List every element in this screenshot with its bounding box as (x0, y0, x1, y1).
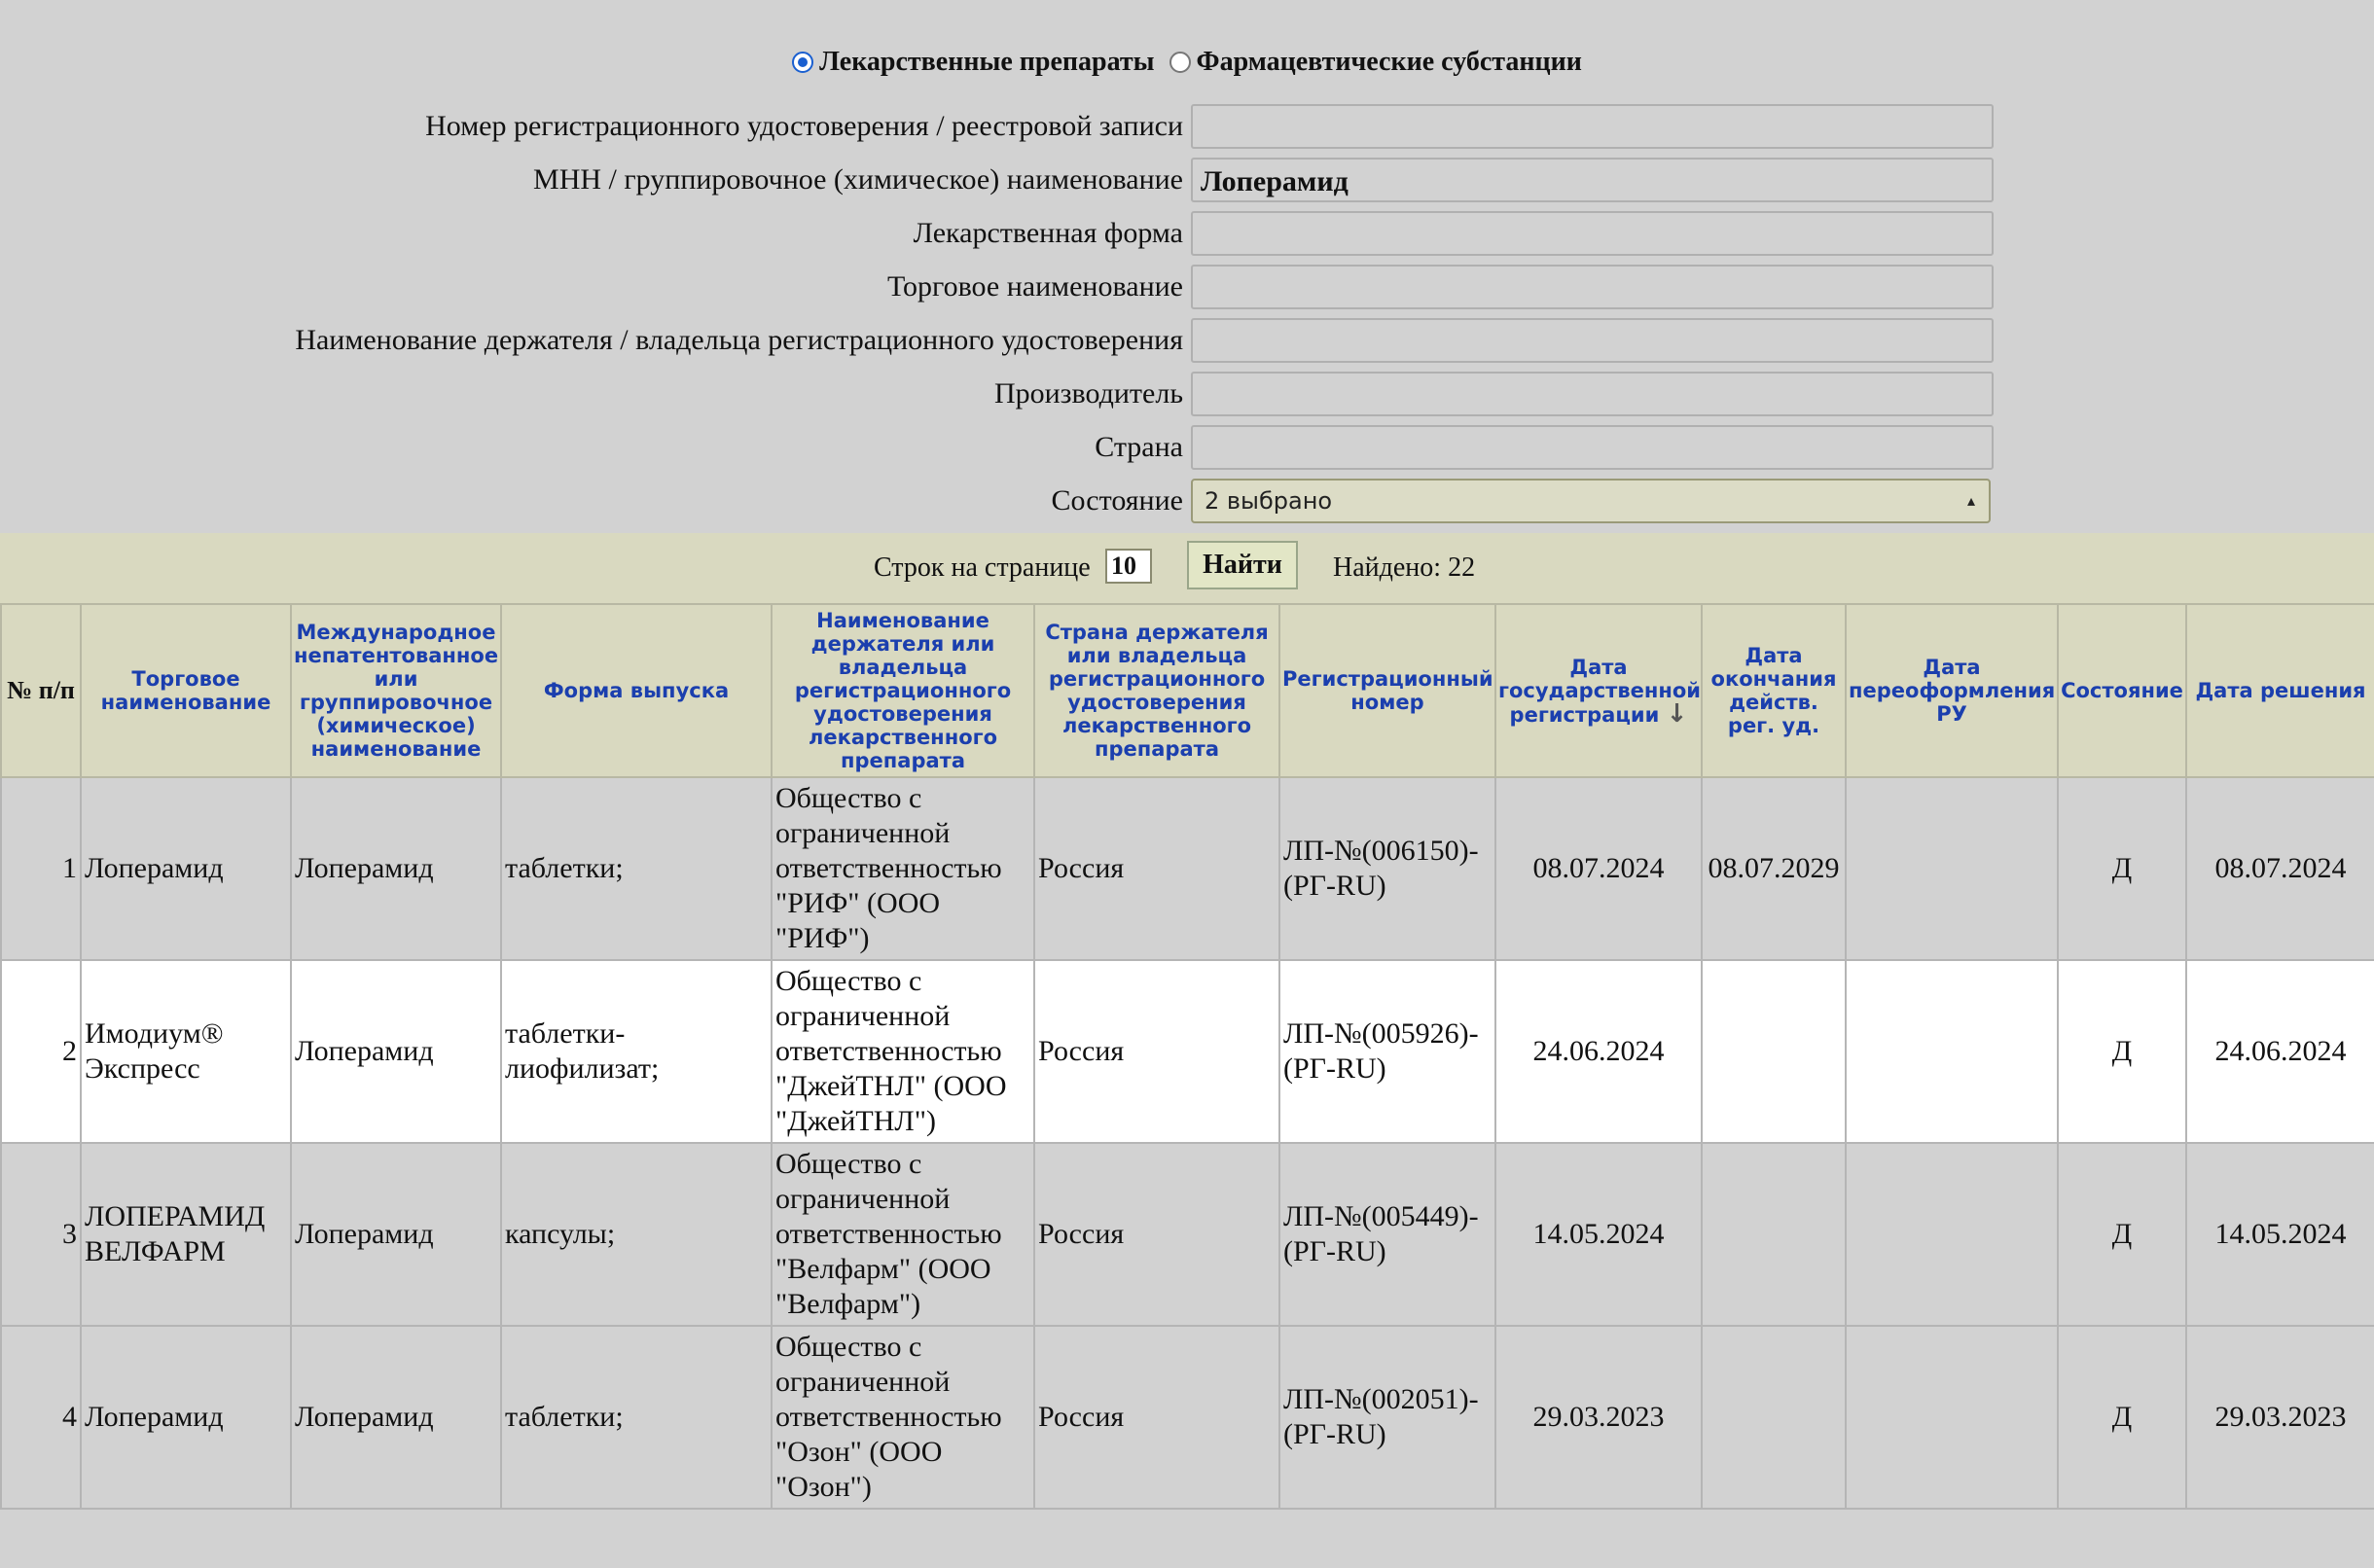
cell-reissue-date (1846, 1143, 2058, 1326)
cell-country: Россия (1034, 777, 1279, 960)
filter-label: МНН / группировочное (химическое) наименование (533, 163, 1183, 196)
col-header-number[interactable]: № п/п (1, 604, 81, 777)
col-header-reg-date-label: Дата государственной регистрации (1498, 655, 1702, 727)
col-header-country[interactable]: Страна держателя или владельца регистрационного удостоверения лекарственного препарата (1034, 604, 1279, 777)
radio-option-substances[interactable] (1169, 47, 1582, 78)
select-arrows-icon: ▴ (1966, 491, 1975, 510)
cell-holder: Общество с ограниченной ответственностью "Велфарм" (ООО "Велфарм") (772, 1143, 1034, 1326)
cell-reg-date: 29.03.2023 (1495, 1326, 1702, 1509)
inn-input[interactable]: Лоперамид (1191, 158, 1994, 202)
cell-country: Россия (1034, 960, 1279, 1143)
col-header-reg-number[interactable]: Регистрационный номер (1279, 604, 1495, 777)
filter-row-manufacturer (0, 370, 2374, 418)
radio-option-medicines[interactable] (792, 47, 1154, 78)
col-header-inn[interactable]: Международное непатентованное или группировочное (химическое) наименование (291, 604, 501, 777)
cell-form: таблетки; (501, 777, 772, 960)
cell-form: таблетки; (501, 1326, 772, 1509)
cell-form: таблетки-лиофилизат; (501, 960, 772, 1143)
cell-status: Д (2058, 1326, 2186, 1509)
table-row[interactable] (1, 1326, 2374, 1509)
cell-inn: Лоперамид (291, 960, 501, 1143)
cell-reg-number: ЛП-№(006150)-(РГ-RU) (1279, 777, 1495, 960)
cell-status: Д (2058, 777, 2186, 960)
table-row[interactable] (1, 777, 2374, 960)
cell-end-date (1702, 1143, 1846, 1326)
results-table (0, 603, 2374, 1510)
cell-number: 4 (1, 1326, 81, 1509)
cell-reissue-date (1846, 1326, 2058, 1509)
find-button[interactable]: Найти (1187, 541, 1298, 589)
cell-status: Д (2058, 1143, 2186, 1326)
filter-label: Лекарственная форма (913, 217, 1183, 249)
cell-reg-number: ЛП-№(005449)-(РГ-RU) (1279, 1143, 1495, 1326)
rows-per-page-label: Строк на странице (874, 552, 1091, 583)
cell-decision-date: 08.07.2024 (2186, 777, 2374, 960)
filter-row-country (0, 423, 2374, 472)
status-select-value: 2 выбрано (1205, 487, 1333, 515)
pager-bar (0, 533, 2374, 603)
search-form (0, 0, 2374, 533)
cell-end-date (1702, 960, 1846, 1143)
country-input[interactable] (1191, 425, 1994, 470)
col-header-end-date[interactable]: Дата окончания действ. рег. уд. (1702, 604, 1846, 777)
cell-reg-date: 14.05.2024 (1495, 1143, 1702, 1326)
cell-trade-name: Лоперамид (81, 777, 291, 960)
filter-row-dosage-form (0, 209, 2374, 258)
filter-row-inn (0, 156, 2374, 204)
cell-inn: Лоперамид (291, 777, 501, 960)
cell-reissue-date (1846, 960, 2058, 1143)
col-header-form[interactable]: Форма выпуска (501, 604, 772, 777)
radio-label: Фармацевтические субстанции (1196, 47, 1582, 77)
cell-number: 1 (1, 777, 81, 960)
cell-decision-date: 29.03.2023 (2186, 1326, 2374, 1509)
rows-per-page-input[interactable]: 10 (1105, 549, 1152, 584)
cell-inn: Лоперамид (291, 1143, 501, 1326)
table-row-highlighted[interactable] (1, 960, 2374, 1143)
col-header-status[interactable]: Состояние (2058, 604, 2186, 777)
filter-label: Торговое наименование (886, 270, 1183, 303)
table-header-row (1, 604, 2374, 777)
cell-holder: Общество с ограниченной ответственностью "РИФ" (ООО "РИФ") (772, 777, 1034, 960)
filter-label: Номер регистрационного удостоверения / реестровой записи (425, 110, 1183, 142)
cell-reg-date: 08.07.2024 (1495, 777, 1702, 960)
filter-row-trade-name (0, 263, 2374, 311)
cell-number: 2 (1, 960, 81, 1143)
col-header-trade-name[interactable]: Торговое наименование (81, 604, 291, 777)
cell-holder: Общество с ограниченной ответственностью "ДжейТНЛ" (ООО "ДжейТНЛ") (772, 960, 1034, 1143)
col-header-reissue-date[interactable]: Дата переоформления РУ (1846, 604, 2058, 777)
product-type-radio-group (0, 47, 2374, 81)
found-count: Найдено: 22 (1333, 552, 1476, 583)
cell-inn: Лоперамид (291, 1326, 501, 1509)
cell-reg-number: ЛП-№(005926)-(РГ-RU) (1279, 960, 1495, 1143)
col-header-holder[interactable]: Наименование держателя или владельца регистрационного удостоверения лекарственного препарата (772, 604, 1034, 777)
cell-reg-date: 24.06.2024 (1495, 960, 1702, 1143)
table-row[interactable] (1, 1143, 2374, 1326)
dosage-form-input[interactable] (1191, 211, 1994, 256)
filter-label: Страна (1095, 431, 1183, 463)
trade-name-input[interactable] (1191, 265, 1994, 309)
radio-button-unchecked[interactable] (1169, 52, 1191, 73)
col-header-reg-date[interactable] (1495, 604, 1702, 777)
filter-label: Состояние (1051, 484, 1183, 517)
cell-form: капсулы; (501, 1143, 772, 1326)
col-header-decision-date[interactable]: Дата решения (2186, 604, 2374, 777)
filter-label: Производитель (993, 377, 1183, 410)
holder-input[interactable] (1191, 318, 1994, 363)
cell-trade-name: Лоперамид (81, 1326, 291, 1509)
cell-country: Россия (1034, 1143, 1279, 1326)
cell-decision-date: 24.06.2024 (2186, 960, 2374, 1143)
cell-end-date (1702, 1326, 1846, 1509)
radio-button-checked[interactable] (792, 52, 813, 73)
filter-row-reg-number (0, 102, 2374, 151)
cell-number: 3 (1, 1143, 81, 1326)
cell-trade-name: ЛОПЕРАМИД ВЕЛФАРМ (81, 1143, 291, 1326)
radio-label: Лекарственные препараты (819, 47, 1155, 77)
cell-trade-name: Имодиум® Экспресс (81, 960, 291, 1143)
cell-status: Д (2058, 960, 2186, 1143)
cell-holder: Общество с ограниченной ответственностью "Озон" (ООО "Озон") (772, 1326, 1034, 1509)
manufacturer-input[interactable] (1191, 372, 1994, 416)
status-select[interactable] (1191, 479, 1991, 523)
cell-decision-date: 14.05.2024 (2186, 1143, 2374, 1326)
cell-reg-number: ЛП-№(002051)-(РГ-RU) (1279, 1326, 1495, 1509)
filter-row-status (0, 477, 2374, 525)
reg-number-input[interactable] (1191, 104, 1994, 149)
filter-row-holder (0, 316, 2374, 365)
cell-reissue-date (1846, 777, 2058, 960)
sort-down-icon: ↓ (1666, 698, 1688, 729)
cell-end-date: 08.07.2029 (1702, 777, 1846, 960)
cell-country: Россия (1034, 1326, 1279, 1509)
filter-label: Наименование держателя / владельца регистрационного удостоверения (295, 324, 1183, 356)
